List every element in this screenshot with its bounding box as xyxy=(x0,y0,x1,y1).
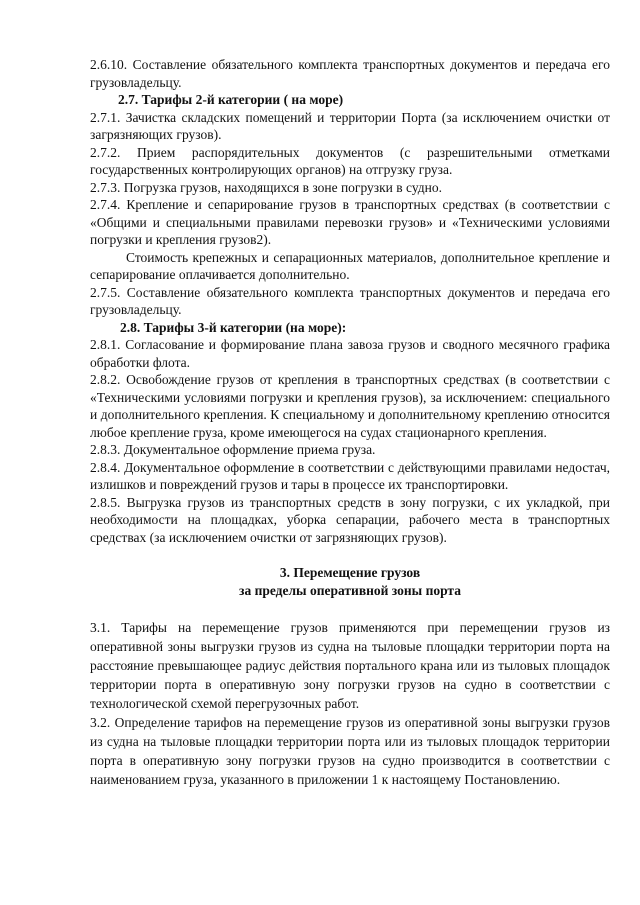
paragraph-2-8-3: 2.8.3. Документальное оформление приема груза. xyxy=(90,442,376,457)
spacer xyxy=(90,600,610,618)
section-3-title-line-2: за пределы оперативной зоны порта xyxy=(239,583,461,598)
paragraph-2-7-4: 2.7.4. Крепление и сепарирование грузов в транспортных средствах (в соответствии с «Общими и специальными правилами перевозки грузов» и «Техническими условиями погрузки и крепления грузов2). xyxy=(90,197,610,247)
paragraph-2-7-4-note: Стоимость крепежных и сепарационных материалов, дополнительное крепление и сепарирование оплачивается дополнительно. xyxy=(90,249,610,282)
paragraph-2-8-5: 2.8.5. Выгрузка грузов из транспортных средств в зону погрузки, с их укладкой, при необходимости на площадках, уборка сепарации, рабочего места в транспортных средствах (за исключением очистки от загрязняющих грузов). xyxy=(90,494,610,545)
paragraph-3-1: 3.1. Тарифы на перемещение грузов применяются при перемещении грузов из оперативной зоны выгрузки грузов из судна на тыловые площадки территории порта на расстояние превышающее радиус действия портального крана или из тыловых площадок территории порта в оперативную зону погрузки грузов на судно в соответствии с технологической схемой перегрузочных работ. xyxy=(90,620,610,711)
spacer xyxy=(90,546,610,564)
paragraph-2-7-5: 2.7.5. Составление обязательного комплекта транспортных документов и передача его грузовладельцу. xyxy=(90,284,610,317)
paragraph-2-7-3: 2.7.3. Погрузка грузов, находящихся в зоне погрузки в судно. xyxy=(90,179,442,195)
paragraph-2-8-2: 2.8.2. Освобождение грузов от крепления в транспортных средствах (в соответствии с «Техническими условиями погрузки и крепления грузов), за исключением: специального и дополнительного крепления. К специальному и дополнительному креплению относится любое крепление груза, кроме имеющегося на судах стационарного крепления. xyxy=(90,372,610,440)
heading-2-8: 2.8. Тарифы 3-й категории (на море): xyxy=(120,319,347,335)
section-3-title-line-1: 3. Перемещение грузов xyxy=(279,565,421,580)
paragraph-2-8-1: 2.8.1. Согласование и формирование плана завоза грузов и сводного месячного графика обработки флота. xyxy=(90,337,610,370)
paragraph-2-8-4: 2.8.4. Документальное оформление в соответствии с действующими правилами недостач, излишков и повреждений грузов и тары в процессе их транспортировки. xyxy=(90,459,610,492)
paragraph-2-6-10: 2.6.10. Составление обязательного комплекта транспортных документов и передача его грузовладельцу. xyxy=(90,57,610,90)
paragraph-2-7-1: 2.7.1. Зачистка складских помещений и территории Порта (за исключением очистки от загрязняющих грузов). xyxy=(90,109,610,142)
paragraph-2-7-2: 2.7.2. Прием распорядительных документов (с разрешительными отметками государственных контролирующих органов) на отгрузку груза. xyxy=(90,144,610,177)
heading-2-7: 2.7. Тарифы 2-й категории ( на море) xyxy=(118,92,344,107)
paragraph-3-2: 3.2. Определение тарифов на перемещение грузов из оперативной зоны выгрузки грузов из судна на тыловые площадки территории порта или из тыловых площадок территории порта в оперативную зону погрузки грузов на судно производится в соответствии с наименованием груза, указанного в приложении 1 к настоящему Постановлению. xyxy=(90,715,610,787)
section-3-body xyxy=(90,618,610,789)
